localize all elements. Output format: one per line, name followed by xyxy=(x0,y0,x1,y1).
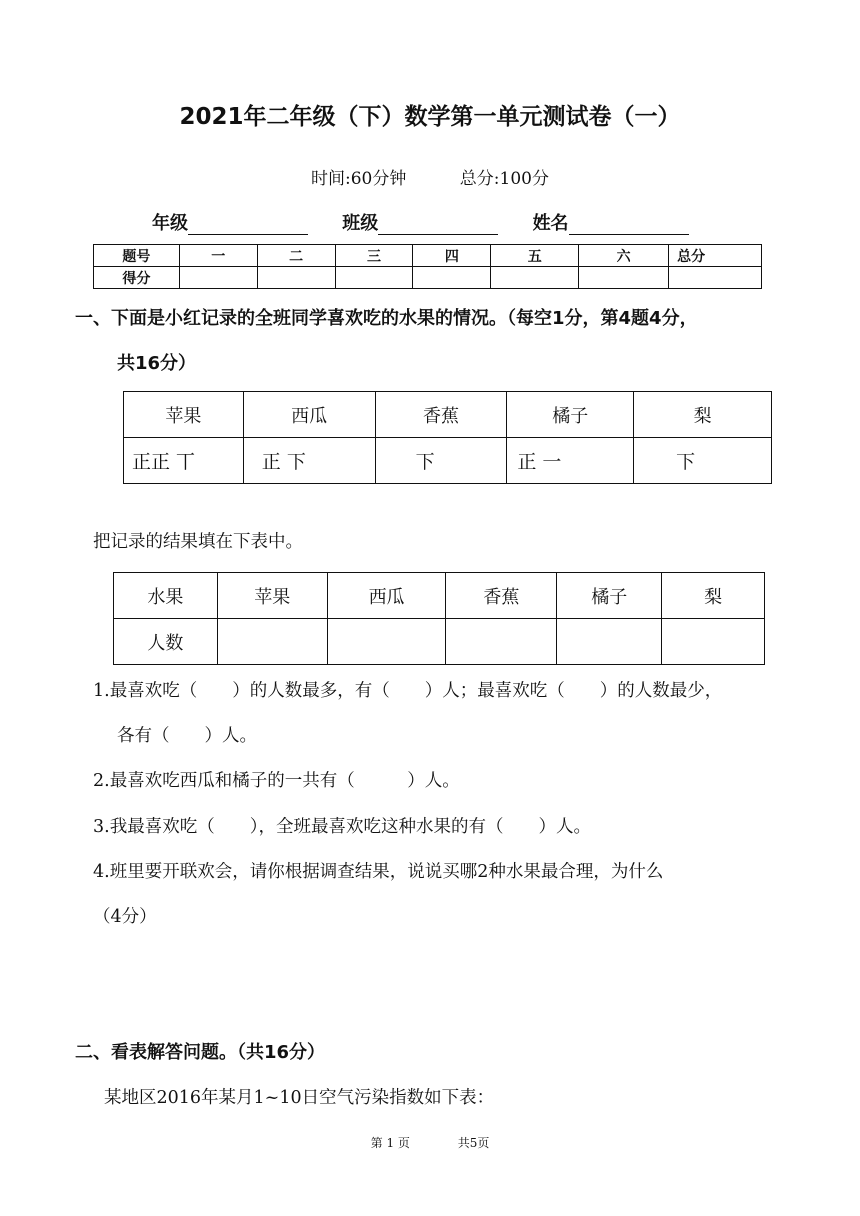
fill-answer-cell[interactable] xyxy=(217,619,327,665)
table-row xyxy=(94,245,762,267)
page-footer xyxy=(0,1134,860,1151)
fill-table xyxy=(113,572,765,665)
fill-answer-cell[interactable] xyxy=(446,619,557,665)
fill-instruction: 把记录的结果填在下表中。 xyxy=(93,532,303,552)
question-3: 3.我最喜欢吃（ ），全班最喜欢吃这种水果的有（ ）人。 xyxy=(93,817,591,837)
fill-header-cell: 苹果 xyxy=(217,573,327,619)
score-header-cell: 题号 xyxy=(94,245,180,267)
score-cell[interactable] xyxy=(669,267,762,289)
score-cell[interactable] xyxy=(491,267,579,289)
fill-answer-cell[interactable] xyxy=(557,619,662,665)
score-cell[interactable] xyxy=(413,267,491,289)
page-number: 第 1 页 xyxy=(370,1136,410,1150)
tally-mark-cell: 正 下 xyxy=(243,438,375,484)
section1-heading-line1: 一、下面是小红记录的全班同学喜欢吃的水果的情况。（每空1分，第4题4分， xyxy=(75,308,698,329)
section2-intro: 某地区2016年某月1~10日空气污染指数如下表： xyxy=(104,1088,495,1108)
score-table xyxy=(93,244,762,289)
exam-meta xyxy=(0,164,860,189)
table-row xyxy=(124,438,772,484)
section1-heading-line2: 共16分） xyxy=(117,353,197,374)
fill-header-cell: 梨 xyxy=(662,573,765,619)
fill-header-cell: 橘子 xyxy=(557,573,662,619)
question-1-line1: 1.最喜欢吃（ ）的人数最多，有（ ）人；最喜欢吃（ ）的人数最少， xyxy=(93,681,723,701)
total-score: 总分:100分 xyxy=(459,169,549,189)
page-title: 2021年二年级（下）数学第一单元测试卷（一） xyxy=(179,104,681,130)
score-header-cell: 六 xyxy=(579,245,669,267)
fill-header-cell: 西瓜 xyxy=(327,573,446,619)
class-label: 班级 xyxy=(342,213,379,234)
table-row xyxy=(94,267,762,289)
table-row xyxy=(124,392,772,438)
grade-blank[interactable] xyxy=(188,214,308,235)
tally-table xyxy=(123,391,772,484)
fill-header-cell: 香蕉 xyxy=(446,573,557,619)
table-row xyxy=(114,573,765,619)
score-header-cell: 四 xyxy=(413,245,491,267)
question-1-line2: 各有（ ）人。 xyxy=(117,726,257,746)
table-row xyxy=(114,619,765,665)
name-label: 姓名 xyxy=(532,213,569,234)
score-header-cell: 一 xyxy=(179,245,257,267)
tally-mark-cell: 下 xyxy=(634,438,772,484)
question-4-line1: 4.班里要开联欢会，请你根据调查结果，说说买哪2种水果最合理，为什么 xyxy=(93,862,664,882)
score-row-label: 得分 xyxy=(94,267,180,289)
tally-header-cell: 西瓜 xyxy=(243,392,375,438)
tally-header-cell: 橘子 xyxy=(507,392,634,438)
tally-mark-cell: 正正 丅 xyxy=(124,438,244,484)
page-total: 共5页 xyxy=(457,1136,490,1150)
score-cell[interactable] xyxy=(179,267,257,289)
score-cell[interactable] xyxy=(257,267,335,289)
question-2: 2.最喜欢吃西瓜和橘子的一共有（ ）人。 xyxy=(93,771,460,791)
tally-mark-cell: 下 xyxy=(375,438,507,484)
fill-answer-cell[interactable] xyxy=(662,619,765,665)
fill-header-cell: 水果 xyxy=(114,573,218,619)
tally-header-cell: 香蕉 xyxy=(375,392,507,438)
time-limit: 时间:60分钟 xyxy=(311,169,407,189)
tally-header-cell: 苹果 xyxy=(124,392,244,438)
name-blank[interactable] xyxy=(569,214,689,235)
score-header-cell: 二 xyxy=(257,245,335,267)
score-cell[interactable] xyxy=(579,267,669,289)
student-info xyxy=(152,209,717,235)
tally-header-cell: 梨 xyxy=(634,392,772,438)
question-4-line2: （4分） xyxy=(93,907,157,927)
score-header-cell: 五 xyxy=(491,245,579,267)
score-cell[interactable] xyxy=(335,267,413,289)
score-header-cell: 三 xyxy=(335,245,413,267)
tally-mark-cell: 正 一 xyxy=(507,438,634,484)
class-blank[interactable] xyxy=(378,214,498,235)
grade-label: 年级 xyxy=(152,213,188,234)
section2-heading: 二、看表解答问题。（共16分） xyxy=(75,1042,326,1063)
fill-answer-cell[interactable] xyxy=(327,619,446,665)
score-header-cell: 总分 xyxy=(669,245,762,267)
fill-row-label: 人数 xyxy=(114,619,218,665)
